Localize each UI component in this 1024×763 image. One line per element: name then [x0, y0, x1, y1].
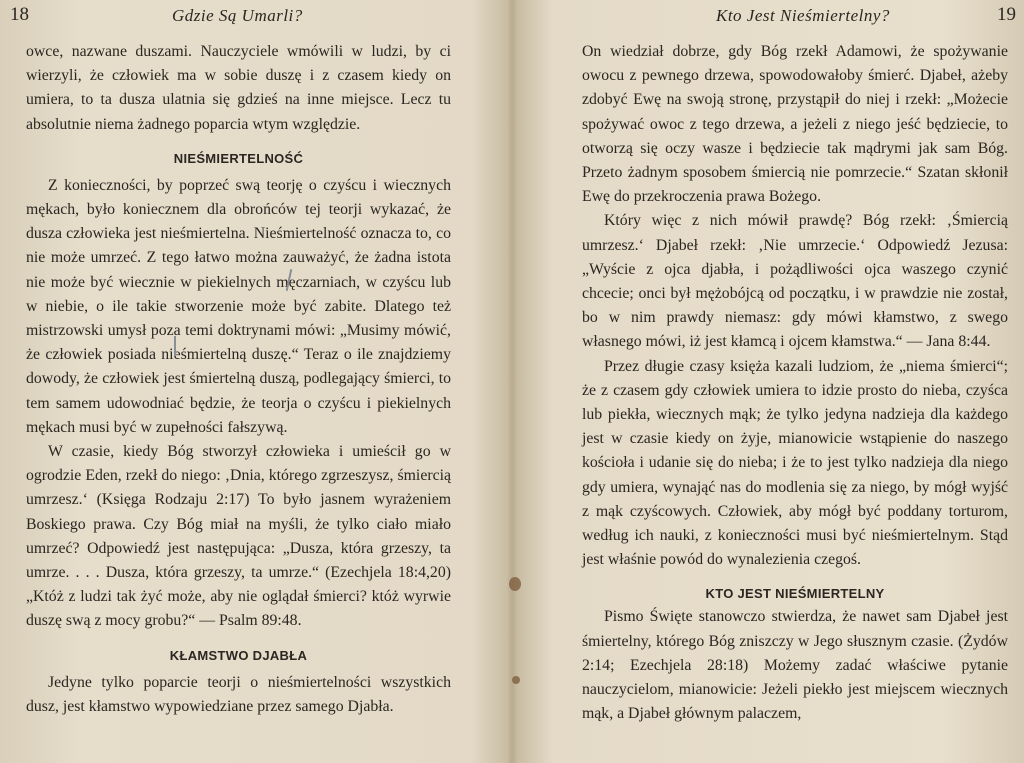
paragraph: W czasie, kiedy Bóg stworzył człowieka i umieścił go w ogrodzie Eden, rzekł do niego: ‚Dnia, którego zgrzeszysz, śmiercią umrzesz.‘ (Księga Rodzaju 2:17) To było jasnem wyrażeniem Boskiego prawa. Czy Bóg miał na myśli, że tylko ciało miało umrzeć? Odpowiedź jest następująca: „Dusza, która grzeszy, ta umrze. . . . Dusza, która grzeszy, ta umrze.“ (Ezechjela 18:4,20) „Któż z ludzi tak żyć może, aby nie oglądał śmierci? któż wyrwie duszę swą z mocy grobu?“ — Psalm 89:48. — [26, 443, 451, 630]
paragraph: Przez długie czasy księża kazali ludziom, że „niema śmierci“; że z czasem gdy człowiek umiera to idzie prosto do nieba, czyśca lub piekła, wiecznych mąk; że tylko jedyna nadzieja dla każdego jest w czasie kiedy on żyje, mianowicie wstąpienie do naszego kościoła i udanie się do nieba; i że to jest tylko nadzieja dla niego gdy umiera, wynająć nas do modlenia się za niego, by mógł wyjść z mąk czyścowych. Człowiek, aby mógł być poddany torturom, według ich nauki, z konieczności musi być nieśmiertelnym. Stąd jest właśnie powód do wynalezienia czegoś. — [582, 357, 1008, 569]
paragraph: owce, nazwane duszami. Nauczyciele wmówili w ludzi, by ci wierzyli, że człowiek ma w sobie duszę i z czasem kiedy on umiera, to ta dusza ulatnia się gdzieś na inne miejsce. Lecz tu absolutnie niema żadnego poparcia wtym względzie. — [26, 43, 451, 133]
pencil-mark — [174, 336, 176, 356]
paragraph: Pismo Święte stanowczo stwierdza, że nawet sam Djabeł jest śmiertelny, którego Bóg zniszczy w Jego słusznym czasie. (Żydów 2:14; Ezechjela 28:18) Możemy zadać właściwe pytanie nauczycielom, mianowicie: Jeżeli piekło jest miejscem wiecznych mąk, a Djabeł głównym palaczem, — [582, 608, 1008, 723]
paragraph: Jedyne tylko poparcie teorji o nieśmiertelności wszystkich dusz, jest kłamstwo wypowiedziane przez samego Djabła. — [26, 673, 451, 715]
paragraph: Który więc z nich mówił prawdę? Bóg rzekł: ‚Śmiercią umrzesz.‘ Djabeł rzekł: ‚Nie umrzecie.‘ Odpowiedź Jezusa: „Wyście z ojca djabła, i pożądliwości ojca waszego czynić chcecie; onci był mężobójcą od początku, i w prawdzie nie został, bo w nim prawdy niemasz: gdy mówi kłamstwo, z swego własnego mówi, iż jest kłamcą i ojcem kłamstwa.“ — Jana 8:44. — [582, 212, 1008, 351]
section-heading: NIEŚMIERTELNOŚĆ — [173, 150, 304, 166]
running-head: Kto Jest Nieśmiertelny? — [716, 6, 890, 25]
page-number: 18 — [10, 4, 29, 25]
page-number: 19 — [997, 4, 1016, 25]
running-head: Gdzie Są Umarli? — [172, 6, 303, 25]
page-body — [26, 40, 451, 719]
page-body — [582, 40, 1008, 726]
section-heading: KŁAMSTWO DJABŁA — [169, 647, 308, 663]
paragraph: On wiedział dobrze, gdy Bóg rzekł Adamowi, że spożywanie owocu z pewnego drzewa, spowodowałoby śmierć. Djabeł, ażeby zdobyć Ewę na swoją stronę, przystąpił do niej i rzekł: „Możecie spożywać owoc z tego drzewa, a jeżeli z niego jeść będziecie, to otworzą się oczy wasze i będziecie tak mądrymi jak sam Bóg. Przeto żadnym sposobem śmiercią nie pomrzecie.“ Szatan skłonił Ewę do przekroczenia prawa Bożego. — [582, 43, 1008, 206]
right-page — [518, 0, 1024, 763]
paragraph: Z konieczności, by poprzeć swą teorję o czyścu i wiecznych mękach, było koniecznem dla obrońców tej teorji wykazać, że dusza człowieka jest nieśmiertelna. Nieśmiertelność oznacza to, co nie może umrzeć. Z tego łatwo można zauważyć, że żadna istota nie może być wiecznie w piekielnych męczarniach, w czyścu lub w niebie, o ile takie stworzenie może być zabite. Dlatego też mistrzowski umysł poza temi doktrynami mówi: „Musimy mówić, że człowiek posiada nieśmiertelną duszę.“ Teraz o ile znajdziemy dowody, że człowiek jest śmiertelną duszą, podlegający śmierci, to tem samem udowodniać będzie, że teorja o czyścu i piekielnych mękach musi być w zupełności fałszywą. — [26, 176, 451, 436]
section-heading: KTO JEST NIEŚMIERTELNY — [705, 586, 885, 602]
left-page — [0, 0, 505, 763]
